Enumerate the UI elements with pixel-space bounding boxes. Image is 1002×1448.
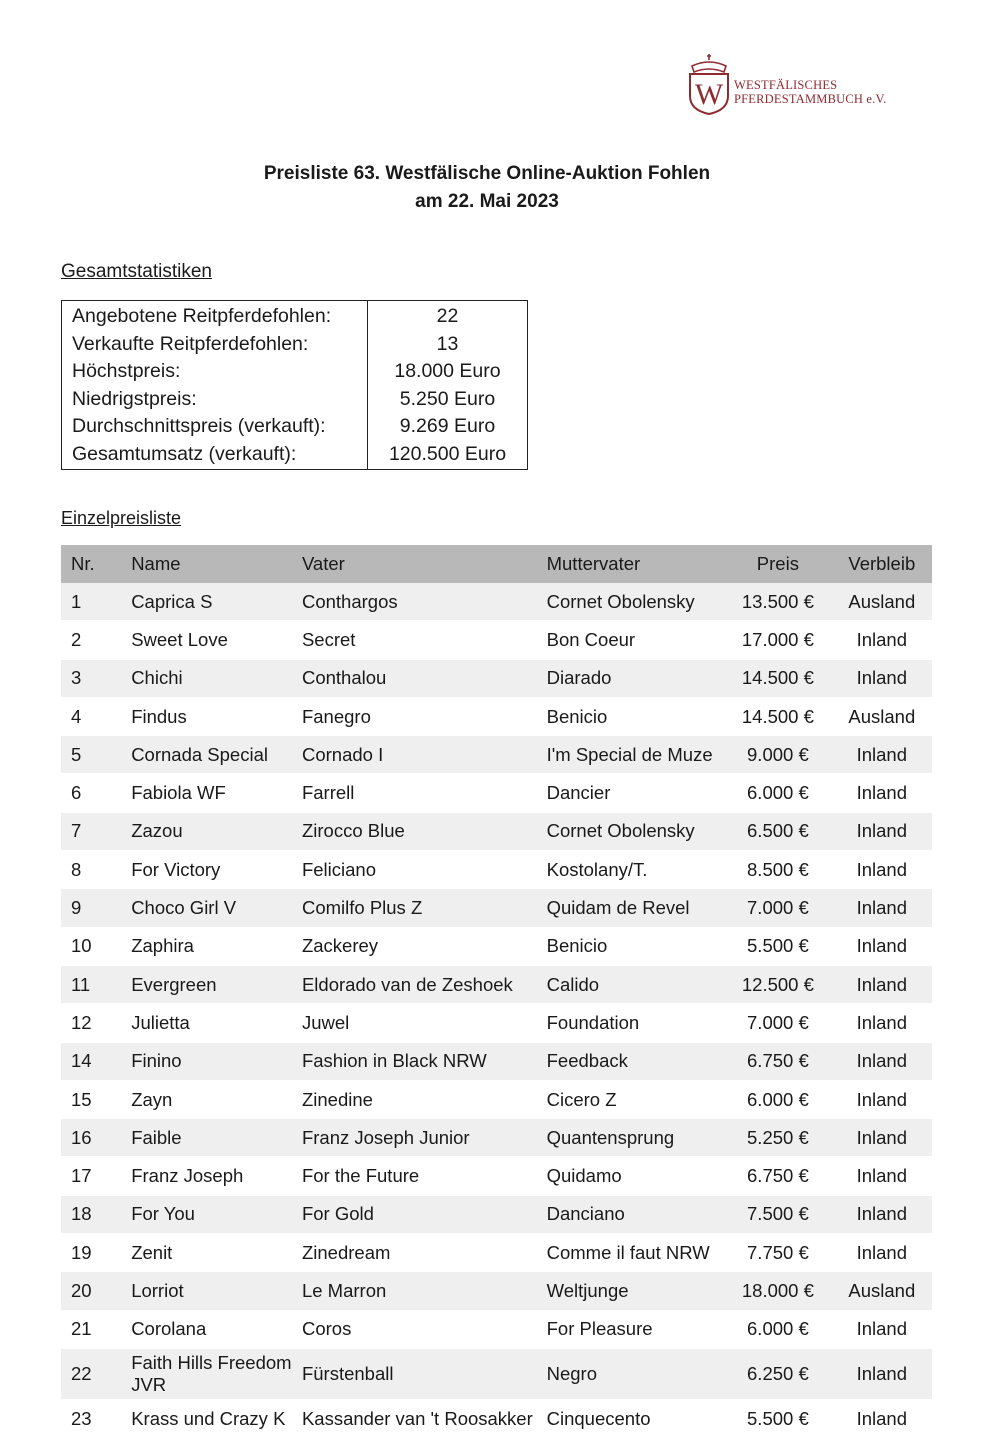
cell-muttervater: Calido xyxy=(547,965,725,1003)
stats-label: Durchschnittspreis (verkauft): xyxy=(62,413,368,441)
cell-verbleib: Inland xyxy=(832,965,932,1003)
cell-preis: 18.000 € xyxy=(724,1272,831,1310)
cell-muttervater: Quidam de Revel xyxy=(547,889,725,927)
cell-muttervater: Bon Coeur xyxy=(547,621,725,659)
stats-row xyxy=(62,331,528,359)
cell-nr: 10 xyxy=(61,927,131,965)
stats-label: Angebotene Reitpferdefohlen: xyxy=(62,301,368,331)
cell-name: Julietta xyxy=(131,1004,302,1042)
cell-verbleib: Inland xyxy=(832,621,932,659)
cell-muttervater: Danciano xyxy=(547,1195,725,1233)
cell-preis: 14.500 € xyxy=(724,697,831,735)
table-row xyxy=(61,1234,932,1272)
cell-name: Cornada Special xyxy=(131,736,302,774)
cell-vater: Zackerey xyxy=(302,927,547,965)
cell-vater: Zinedream xyxy=(302,1234,547,1272)
table-row xyxy=(61,1157,932,1195)
cell-verbleib: Inland xyxy=(832,812,932,850)
cell-preis: 9.000 € xyxy=(724,736,831,774)
cell-nr: 14 xyxy=(61,1042,131,1080)
cell-name: Chichi xyxy=(131,659,302,697)
cell-muttervater: Benicio xyxy=(547,927,725,965)
cell-verbleib: Inland xyxy=(832,889,932,927)
cell-muttervater: I'm Special de Muze xyxy=(547,736,725,774)
cell-verbleib: Inland xyxy=(832,1195,932,1233)
table-row xyxy=(61,812,932,850)
price-table-header xyxy=(61,545,932,583)
cell-name: Choco Girl V xyxy=(131,889,302,927)
cell-name: Zazou xyxy=(131,812,302,850)
table-row xyxy=(61,1310,932,1348)
stats-label: Gesamtumsatz (verkauft): xyxy=(62,441,368,470)
cell-vater: Le Marron xyxy=(302,1272,547,1310)
cell-muttervater: Quantensprung xyxy=(547,1119,725,1157)
cell-preis: 6.250 € xyxy=(724,1348,831,1399)
cell-preis: 7.750 € xyxy=(724,1234,831,1272)
cell-verbleib: Inland xyxy=(832,1157,932,1195)
table-row xyxy=(61,1348,932,1399)
table-row xyxy=(61,1042,932,1080)
cell-verbleib: Ausland xyxy=(832,1272,932,1310)
cell-name: Fabiola WF xyxy=(131,774,302,812)
table-row xyxy=(61,697,932,735)
cell-name: Corolana xyxy=(131,1310,302,1348)
cell-vater: Kassander van 't Roosakker xyxy=(302,1399,547,1437)
cell-preis: 5.250 € xyxy=(724,1119,831,1157)
cell-verbleib: Inland xyxy=(832,774,932,812)
cell-nr: 2 xyxy=(61,621,131,659)
stats-row xyxy=(62,301,528,331)
stats-label: Niedrigstpreis: xyxy=(62,386,368,414)
stats-row xyxy=(62,358,528,386)
cell-preis: 6.750 € xyxy=(724,1042,831,1080)
cell-vater: Zirocco Blue xyxy=(302,812,547,850)
cell-nr: 20 xyxy=(61,1272,131,1310)
cell-name: Finino xyxy=(131,1042,302,1080)
crest-icon xyxy=(686,52,732,116)
page-subtitle: am 22. Mai 2023 xyxy=(415,191,559,212)
cell-vater: Secret xyxy=(302,621,547,659)
cell-verbleib: Inland xyxy=(832,1234,932,1272)
col-name: Name xyxy=(131,545,302,583)
table-row xyxy=(61,1399,932,1437)
cell-nr: 7 xyxy=(61,812,131,850)
cell-vater: Coros xyxy=(302,1310,547,1348)
table-row xyxy=(61,659,932,697)
cell-verbleib: Inland xyxy=(832,1348,932,1399)
cell-muttervater: Kostolany/T. xyxy=(547,851,725,889)
cell-muttervater: Cornet Obolensky xyxy=(547,583,725,621)
cell-muttervater: Dancier xyxy=(547,774,725,812)
stats-value: 13 xyxy=(436,332,459,355)
stats-row xyxy=(62,441,528,470)
cell-vater: Fanegro xyxy=(302,697,547,735)
cell-verbleib: Inland xyxy=(832,927,932,965)
cell-vater: Franz Joseph Junior xyxy=(302,1119,547,1157)
cell-vater: Juwel xyxy=(302,1004,547,1042)
cell-muttervater: For Pleasure xyxy=(547,1310,725,1348)
cell-nr: 17 xyxy=(61,1157,131,1195)
cell-preis: 6.000 € xyxy=(724,1080,831,1118)
cell-preis: 5.500 € xyxy=(724,1399,831,1437)
cell-nr: 3 xyxy=(61,659,131,697)
logo xyxy=(686,52,906,118)
cell-muttervater: Comme il faut NRW xyxy=(547,1234,725,1272)
logo-line-2: PFERDESTAMMBUCH e.V. xyxy=(734,92,887,106)
logo-line-1: WESTFÄLISCHES xyxy=(734,78,838,92)
table-row xyxy=(61,851,932,889)
cell-verbleib: Ausland xyxy=(832,583,932,621)
cell-name: Lorriot xyxy=(131,1272,302,1310)
col-nr: Nr. xyxy=(61,545,131,583)
cell-preis: 7.000 € xyxy=(724,1004,831,1042)
cell-preis: 13.500 € xyxy=(724,583,831,621)
cell-name: For You xyxy=(131,1195,302,1233)
stats-table xyxy=(61,300,528,470)
col-preis: Preis xyxy=(724,545,831,583)
page-title: Preisliste 63. Westfälische Online-Auktion Fohlen xyxy=(263,163,711,184)
table-row xyxy=(61,736,932,774)
cell-vater: Zinedine xyxy=(302,1080,547,1118)
table-row xyxy=(61,1119,932,1157)
cell-preis: 7.000 € xyxy=(724,889,831,927)
cell-vater: Conthargos xyxy=(302,583,547,621)
cell-muttervater: Negro xyxy=(547,1348,725,1399)
cell-name: Caprica S xyxy=(131,583,302,621)
cell-nr: 19 xyxy=(61,1234,131,1272)
cell-nr: 11 xyxy=(61,965,131,1003)
cell-verbleib: Inland xyxy=(832,1399,932,1437)
cell-name: Franz Joseph xyxy=(131,1157,302,1195)
cell-preis: 6.000 € xyxy=(724,1310,831,1348)
stats-heading: Gesamtstatistiken xyxy=(61,261,212,282)
cell-muttervater: Feedback xyxy=(547,1042,725,1080)
cell-vater: Fashion in Black NRW xyxy=(302,1042,547,1080)
cell-preis: 7.500 € xyxy=(724,1195,831,1233)
cell-nr: 1 xyxy=(61,583,131,621)
table-row xyxy=(61,927,932,965)
col-verbleib: Verbleib xyxy=(832,545,932,583)
stats-value: 18.000 Euro xyxy=(394,360,501,382)
table-row xyxy=(61,1195,932,1233)
table-row xyxy=(61,889,932,927)
stats-label: Höchstpreis: xyxy=(62,358,368,386)
cell-nr: 22 xyxy=(61,1348,131,1399)
stats-row xyxy=(62,413,528,441)
cell-vater: Conthalou xyxy=(302,659,547,697)
cell-preis: 6.500 € xyxy=(724,812,831,850)
table-row xyxy=(61,965,932,1003)
cell-nr: 18 xyxy=(61,1195,131,1233)
cell-verbleib: Inland xyxy=(832,1080,932,1118)
cell-preis: 14.500 € xyxy=(724,659,831,697)
cell-muttervater: Weltjunge xyxy=(547,1272,725,1310)
cell-preis: 8.500 € xyxy=(724,851,831,889)
cell-nr: 23 xyxy=(61,1399,131,1437)
cell-preis: 6.000 € xyxy=(724,774,831,812)
cell-name: Faith Hills Freedom JVR xyxy=(131,1348,302,1399)
stats-row xyxy=(62,386,528,414)
stats-label: Verkaufte Reitpferdefohlen: xyxy=(62,331,368,359)
cell-verbleib: Inland xyxy=(832,1119,932,1157)
cell-vater: Fürstenball xyxy=(302,1348,547,1399)
cell-verbleib: Ausland xyxy=(832,697,932,735)
cell-preis: 5.500 € xyxy=(724,927,831,965)
cell-preis: 17.000 € xyxy=(724,621,831,659)
cell-name: Zaphira xyxy=(131,927,302,965)
cell-muttervater: Quidamo xyxy=(547,1157,725,1195)
col-vater: Vater xyxy=(302,545,547,583)
cell-name: Faible xyxy=(131,1119,302,1157)
cell-name: Zenit xyxy=(131,1234,302,1272)
cell-verbleib: Inland xyxy=(832,736,932,774)
logo-letter: W xyxy=(694,78,724,111)
table-row xyxy=(61,1004,932,1042)
table-row xyxy=(61,1272,932,1310)
cell-vater: Comilfo Plus Z xyxy=(302,889,547,927)
prices-heading: Einzelpreisliste xyxy=(61,508,182,528)
cell-verbleib: Inland xyxy=(832,851,932,889)
cell-muttervater: Benicio xyxy=(547,697,725,735)
cell-name: Findus xyxy=(131,697,302,735)
logo-text xyxy=(734,78,886,106)
cell-preis: 6.750 € xyxy=(724,1157,831,1195)
cell-vater: Feliciano xyxy=(302,851,547,889)
cell-verbleib: Inland xyxy=(832,659,932,697)
stats-value: 5.250 Euro xyxy=(399,387,496,410)
cell-muttervater: Cinquecento xyxy=(547,1399,725,1437)
cell-verbleib: Inland xyxy=(832,1004,932,1042)
table-row xyxy=(61,583,932,621)
cell-name: Evergreen xyxy=(131,965,302,1003)
cell-muttervater: Cornet Obolensky xyxy=(547,812,725,850)
cell-name: Krass und Crazy K xyxy=(131,1399,302,1437)
cell-name: Sweet Love xyxy=(131,621,302,659)
cell-nr: 5 xyxy=(61,736,131,774)
table-row xyxy=(61,774,932,812)
cell-preis: 12.500 € xyxy=(724,965,831,1003)
cell-name: Zayn xyxy=(131,1080,302,1118)
stats-value: 120.500 Euro xyxy=(388,442,507,465)
cell-nr: 4 xyxy=(61,697,131,735)
cell-muttervater: Cicero Z xyxy=(547,1080,725,1118)
cell-nr: 9 xyxy=(61,889,131,927)
cell-nr: 12 xyxy=(61,1004,131,1042)
cell-muttervater: Diarado xyxy=(547,659,725,697)
cell-vater: For the Future xyxy=(302,1157,547,1195)
cell-vater: Farrell xyxy=(302,774,547,812)
cell-nr: 8 xyxy=(61,851,131,889)
cell-muttervater: Foundation xyxy=(547,1004,725,1042)
cell-verbleib: Inland xyxy=(832,1310,932,1348)
cell-vater: For Gold xyxy=(302,1195,547,1233)
price-table xyxy=(61,545,932,1438)
table-row xyxy=(61,1080,932,1118)
cell-nr: 15 xyxy=(61,1080,131,1118)
cell-nr: 21 xyxy=(61,1310,131,1348)
cell-vater: Eldorado van de Zeshoek xyxy=(302,965,547,1003)
col-muttervater: Muttervater xyxy=(547,545,725,583)
stats-value: 22 xyxy=(436,305,459,327)
cell-nr: 16 xyxy=(61,1119,131,1157)
table-row xyxy=(61,621,932,659)
cell-nr: 6 xyxy=(61,774,131,812)
cell-name: For Victory xyxy=(131,851,302,889)
cell-vater: Cornado I xyxy=(302,736,547,774)
cell-verbleib: Inland xyxy=(832,1042,932,1080)
stats-value: 9.269 Euro xyxy=(399,415,496,437)
